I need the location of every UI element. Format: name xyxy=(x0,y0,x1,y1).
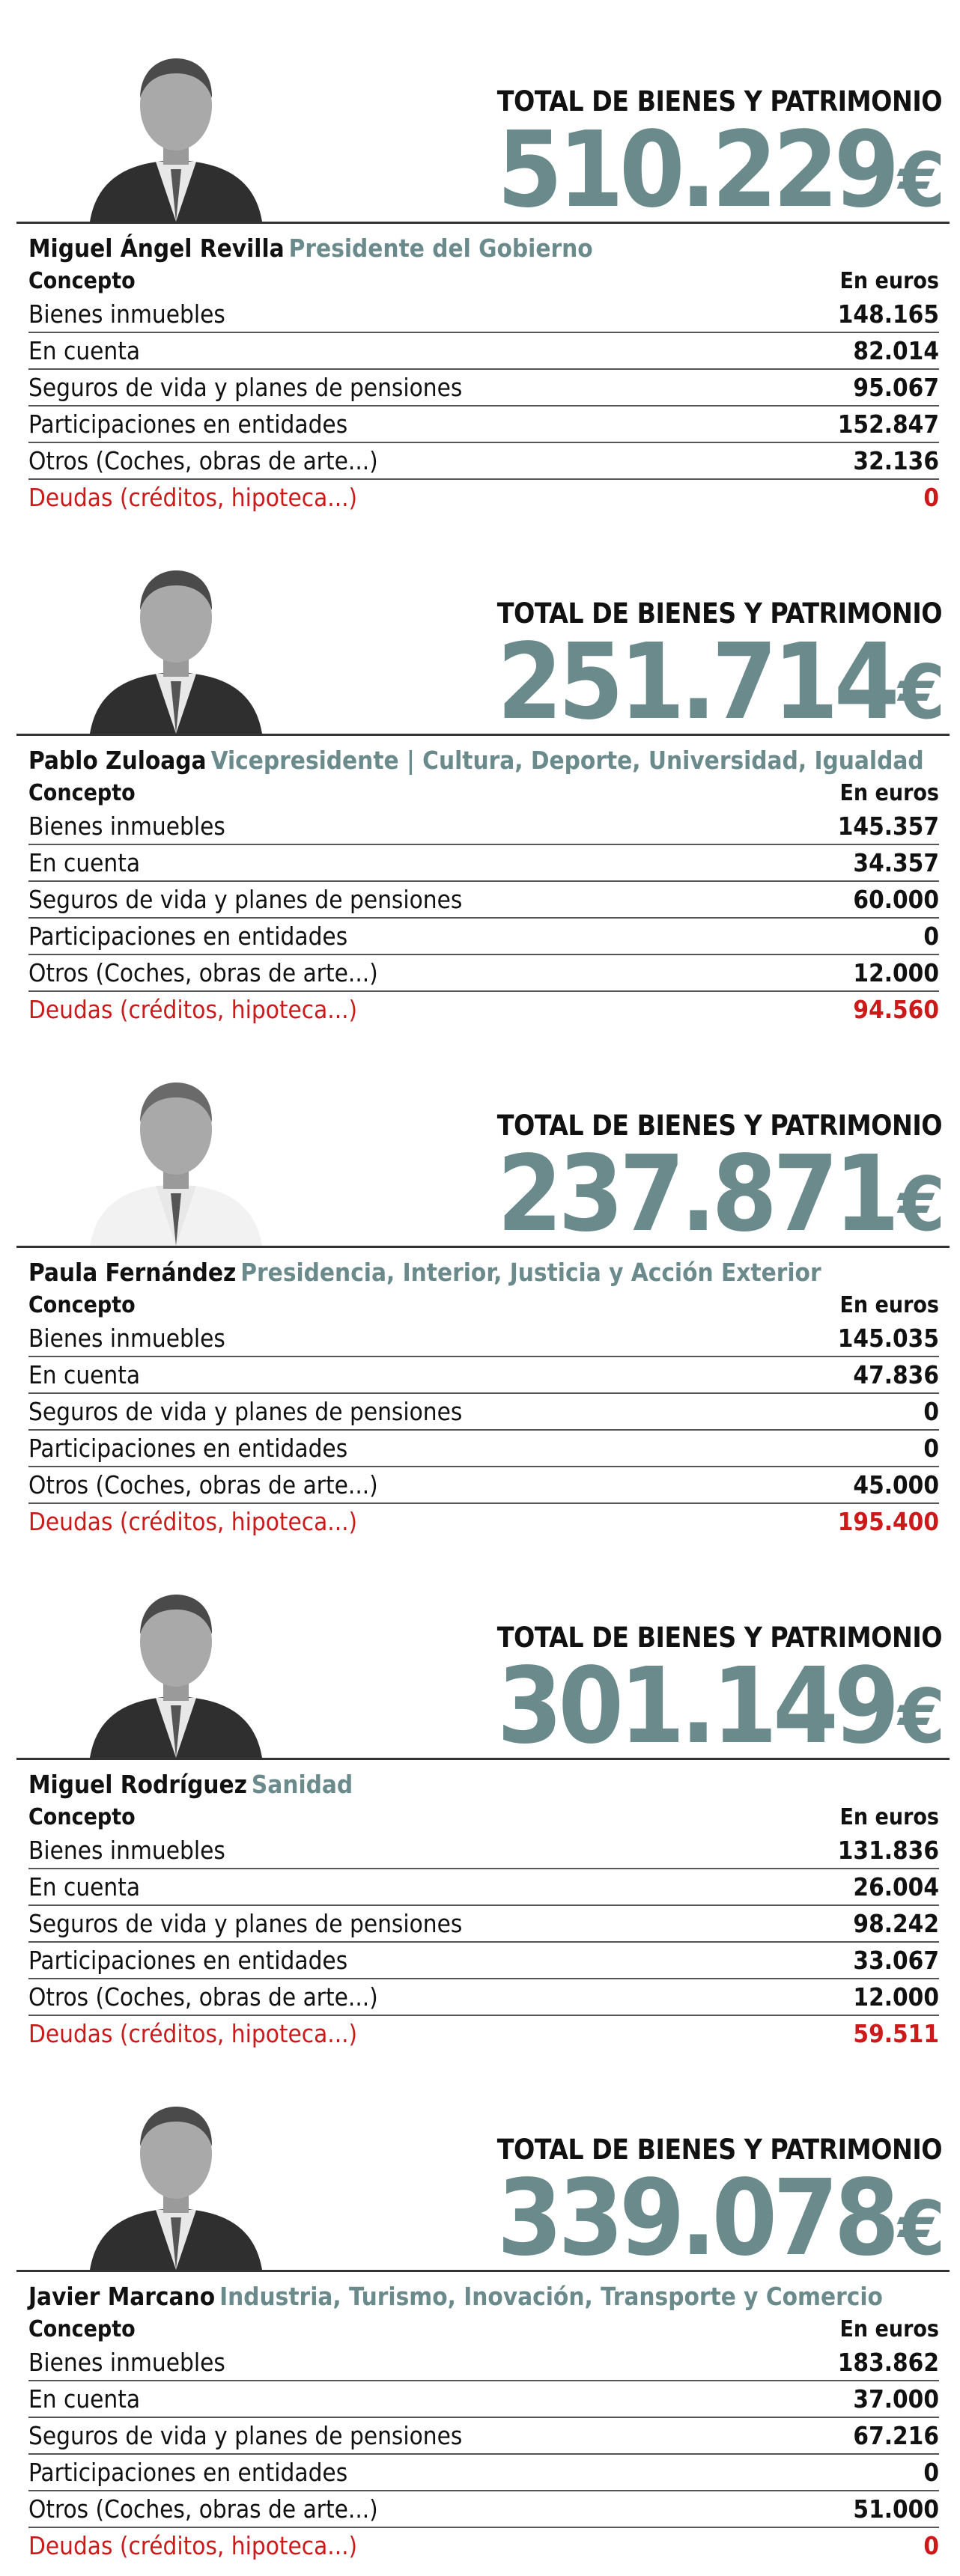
person-role: Presidente del Gobierno xyxy=(288,234,593,263)
table-row xyxy=(28,1431,939,1467)
total-assets-label: TOTAL DE BIENES Y PATRIMONIO xyxy=(496,2134,942,2166)
value-cell: 33.067 xyxy=(853,1946,939,1975)
value-cell: 195.400 xyxy=(837,1507,939,1536)
value-cell: 0 xyxy=(923,483,939,512)
assets-table xyxy=(28,2315,939,2563)
value-cell: 0 xyxy=(923,1434,939,1463)
table-row xyxy=(28,370,939,407)
concept-cell: Bienes inmuebles xyxy=(28,2348,225,2377)
value-cell: 51.000 xyxy=(853,2494,939,2524)
table-row xyxy=(28,882,939,919)
person-heading xyxy=(28,234,593,263)
table-row xyxy=(28,955,939,992)
portrait-image xyxy=(60,546,292,734)
concept-cell: Bienes inmuebles xyxy=(28,812,225,841)
value-cell: 82.014 xyxy=(853,336,939,365)
table-row xyxy=(28,2455,939,2491)
concept-cell: Deudas (créditos, hipoteca...) xyxy=(28,995,358,1024)
value-cell: 152.847 xyxy=(837,409,939,439)
total-assets-value xyxy=(496,2158,945,2281)
portrait-image xyxy=(60,1059,292,1246)
euro-sign: € xyxy=(898,1672,945,1760)
table-row xyxy=(28,1906,939,1943)
value-cell: 94.560 xyxy=(853,995,939,1024)
table-row xyxy=(28,1979,939,2016)
concept-header: Concepto xyxy=(28,1292,136,1318)
assets-table xyxy=(28,267,939,515)
concept-cell: En cuenta xyxy=(28,848,141,877)
value-cell: 145.357 xyxy=(837,812,939,841)
concept-cell: Otros (Coches, obras de arte...) xyxy=(28,1470,378,1499)
concept-cell: Bienes inmuebles xyxy=(28,299,225,329)
concept-cell: Participaciones en entidades xyxy=(28,409,348,439)
assets-table xyxy=(28,1291,939,1539)
person-heading xyxy=(28,2282,883,2311)
concept-cell: Otros (Coches, obras de arte...) xyxy=(28,958,378,987)
value-cell: 0 xyxy=(923,922,939,951)
person-photo xyxy=(60,2083,292,2270)
value-cell: 12.000 xyxy=(853,958,939,987)
table-row xyxy=(28,1833,939,1869)
euro-sign: € xyxy=(898,1160,945,1248)
table-rows xyxy=(28,1833,939,2051)
total-assets-label: TOTAL DE BIENES Y PATRIMONIO xyxy=(496,1622,942,1654)
value-cell: 59.511 xyxy=(853,2019,939,2048)
total-assets-number: 237.871 xyxy=(496,1133,896,1255)
assets-table xyxy=(28,1803,939,2051)
concept-cell: Participaciones en entidades xyxy=(28,2458,348,2487)
value-cell: 12.000 xyxy=(853,1982,939,2012)
person-role: Vicepresidente | Cultura, Deporte, Universidad, Igualdad xyxy=(210,746,924,775)
table-header xyxy=(28,2315,939,2345)
person-role: Industria, Turismo, Inovación, Transporte y Comercio xyxy=(219,2282,883,2311)
concept-cell: Participaciones en entidades xyxy=(28,922,348,951)
concept-cell: En cuenta xyxy=(28,1872,141,1901)
divider xyxy=(16,1758,950,1760)
euro-sign: € xyxy=(898,136,945,224)
unit-header: En euros xyxy=(839,2316,939,2342)
concept-cell: Participaciones en entidades xyxy=(28,1946,348,1975)
value-cell: 145.035 xyxy=(837,1324,939,1353)
value-cell: 95.067 xyxy=(853,373,939,402)
concept-cell: Otros (Coches, obras de arte...) xyxy=(28,2494,378,2524)
person-section-2 xyxy=(0,512,960,1024)
debt-row xyxy=(28,480,939,515)
table-header xyxy=(28,1803,939,1833)
debt-row xyxy=(28,1504,939,1539)
concept-cell: Deudas (créditos, hipoteca...) xyxy=(28,1507,358,1536)
concept-cell: Seguros de vida y planes de pensiones xyxy=(28,1397,463,1426)
assets-table xyxy=(28,779,939,1027)
table-rows xyxy=(28,809,939,1027)
total-assets-number: 339.078 xyxy=(496,2158,896,2280)
total-assets-value xyxy=(496,109,945,233)
euro-sign: € xyxy=(898,648,945,736)
value-cell: 148.165 xyxy=(837,299,939,329)
concept-header: Concepto xyxy=(28,780,136,806)
concept-cell: Participaciones en entidades xyxy=(28,1434,348,1463)
table-row xyxy=(28,1357,939,1394)
value-cell: 26.004 xyxy=(853,1872,939,1901)
total-assets-number: 301.149 xyxy=(496,1645,896,1767)
table-row xyxy=(28,443,939,480)
person-name: Pablo Zuloaga xyxy=(28,746,207,775)
concept-cell: Seguros de vida y planes de pensiones xyxy=(28,885,463,914)
concept-header: Concepto xyxy=(28,2316,136,2342)
debt-row xyxy=(28,2016,939,2051)
person-heading xyxy=(28,746,924,775)
concept-cell: En cuenta xyxy=(28,336,141,365)
value-cell: 0 xyxy=(923,1397,939,1426)
concept-cell: Seguros de vida y planes de pensiones xyxy=(28,2421,463,2450)
concept-cell: Bienes inmuebles xyxy=(28,1324,225,1353)
person-photo xyxy=(60,546,292,734)
portrait-image xyxy=(60,34,292,222)
total-assets-value xyxy=(496,1133,945,1257)
table-row xyxy=(28,845,939,882)
total-assets-value xyxy=(496,1645,945,1769)
concept-cell: Deudas (créditos, hipoteca...) xyxy=(28,483,358,512)
table-row xyxy=(28,333,939,370)
table-row xyxy=(28,1467,939,1504)
value-cell: 131.836 xyxy=(837,1836,939,1865)
total-assets-label: TOTAL DE BIENES Y PATRIMONIO xyxy=(496,597,942,630)
concept-cell: Otros (Coches, obras de arte...) xyxy=(28,446,378,475)
value-cell: 60.000 xyxy=(853,885,939,914)
euro-sign: € xyxy=(898,2184,945,2272)
value-cell: 183.862 xyxy=(837,2348,939,2377)
value-cell: 98.242 xyxy=(853,1909,939,1938)
value-cell: 45.000 xyxy=(853,1470,939,1499)
divider xyxy=(16,1246,950,1248)
total-assets-number: 510.229 xyxy=(496,109,896,231)
table-header xyxy=(28,1291,939,1321)
table-row xyxy=(28,2418,939,2455)
divider xyxy=(16,2270,950,2272)
person-role: Presidencia, Interior, Justicia y Acción Exterior xyxy=(240,1258,821,1287)
portrait-image xyxy=(60,1571,292,1758)
debt-row xyxy=(28,2528,939,2563)
total-assets-value xyxy=(496,621,945,745)
total-assets-number: 251.714 xyxy=(496,621,896,743)
concept-cell: Deudas (créditos, hipoteca...) xyxy=(28,2531,358,2560)
unit-header: En euros xyxy=(839,1292,939,1318)
table-row xyxy=(28,1394,939,1431)
person-photo xyxy=(60,1059,292,1246)
unit-header: En euros xyxy=(839,780,939,806)
concept-cell: Otros (Coches, obras de arte...) xyxy=(28,1982,378,2012)
concept-cell: Seguros de vida y planes de pensiones xyxy=(28,1909,463,1938)
table-row xyxy=(28,1869,939,1906)
divider xyxy=(16,222,950,224)
value-cell: 0 xyxy=(923,2531,939,2560)
person-photo xyxy=(60,1571,292,1758)
concept-cell: Seguros de vida y planes de pensiones xyxy=(28,373,463,402)
table-header xyxy=(28,779,939,809)
person-section-5 xyxy=(0,2048,960,2560)
table-row xyxy=(28,2381,939,2418)
value-cell: 67.216 xyxy=(853,2421,939,2450)
table-row xyxy=(28,2491,939,2528)
person-name: Miguel Rodríguez xyxy=(28,1770,247,1799)
person-heading xyxy=(28,1258,821,1287)
table-rows xyxy=(28,2345,939,2563)
table-header xyxy=(28,267,939,296)
concept-cell: Deudas (créditos, hipoteca...) xyxy=(28,2019,358,2048)
concept-cell: Bienes inmuebles xyxy=(28,1836,225,1865)
person-photo xyxy=(60,34,292,222)
person-name: Javier Marcano xyxy=(28,2282,216,2311)
unit-header: En euros xyxy=(839,268,939,294)
table-row xyxy=(28,1943,939,1979)
table-rows xyxy=(28,1321,939,1539)
person-section-1 xyxy=(0,0,960,512)
concept-header: Concepto xyxy=(28,268,136,294)
person-role: Sanidad xyxy=(251,1770,353,1799)
value-cell: 47.836 xyxy=(853,1360,939,1389)
table-row xyxy=(28,2345,939,2381)
debt-row xyxy=(28,992,939,1027)
divider xyxy=(16,734,950,736)
person-section-4 xyxy=(0,1536,960,2048)
concept-cell: En cuenta xyxy=(28,2384,141,2414)
value-cell: 0 xyxy=(923,2458,939,2487)
table-row xyxy=(28,1321,939,1357)
unit-header: En euros xyxy=(839,1804,939,1830)
value-cell: 37.000 xyxy=(853,2384,939,2414)
portrait-image xyxy=(60,2083,292,2270)
person-heading xyxy=(28,1770,353,1799)
concept-cell: En cuenta xyxy=(28,1360,141,1389)
person-name: Paula Fernández xyxy=(28,1258,237,1287)
table-row xyxy=(28,296,939,333)
person-name: Miguel Ángel Revilla xyxy=(28,234,285,263)
value-cell: 34.357 xyxy=(853,848,939,877)
person-section-3 xyxy=(0,1024,960,1536)
total-assets-label: TOTAL DE BIENES Y PATRIMONIO xyxy=(496,85,942,118)
table-row xyxy=(28,809,939,845)
table-row xyxy=(28,919,939,955)
concept-header: Concepto xyxy=(28,1804,136,1830)
value-cell: 32.136 xyxy=(853,446,939,475)
total-assets-label: TOTAL DE BIENES Y PATRIMONIO xyxy=(496,1109,942,1142)
table-row xyxy=(28,407,939,443)
table-rows xyxy=(28,296,939,515)
